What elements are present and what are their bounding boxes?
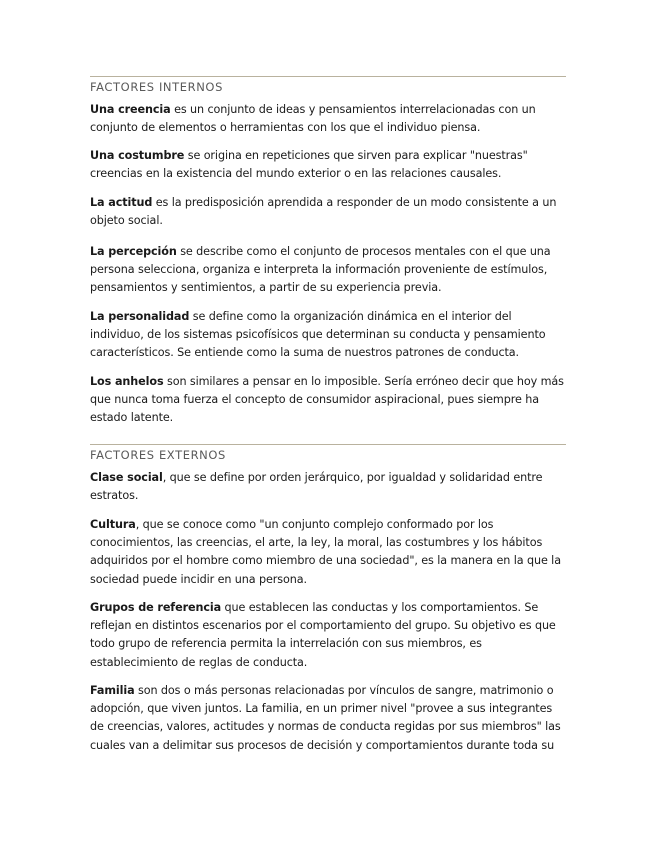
term: Una costumbre [90,149,185,162]
definition: se origina en repeticiones que sirven para explicar "nuestras" creencias en la existencia del mundo exterior o en las relaciones causales. [90,149,528,181]
definition: , que se define por orden jerárquico, por igualdad y solidaridad entre estratos. [90,471,543,503]
term: La personalidad [90,310,190,323]
definition: que establecen las conductas y los comportamientos. Se reflejan en distintos escenarios por el comportamiento del grupo. Su objetivo es que todo grupo de referencia permita la interrelación con sus miembros, es establecimiento de reglas de conducta. [90,601,556,669]
paragraph-clase-social [90,469,566,505]
paragraph-personalidad [90,308,566,363]
term: La actitud [90,196,153,209]
term: Grupos de referencia [90,601,222,614]
definition: es un conjunto de ideas y pensamientos interrelacionadas con un conjunto de elementos o herramientas con los que el individuo piensa. [90,103,536,135]
section-heading: FACTORES EXTERNOS [90,448,226,462]
paragraph-grupos-referencia [90,599,566,672]
definition: se define como la organización dinámica en el interior del individuo, de los sistemas psicofísicos que determinan su conducta y pensamiento característicos. Se entiende como la suma de nuestros patrones de conducta. [90,310,546,360]
paragraph-familia [90,682,566,755]
paragraph-anhelos [90,373,566,428]
paragraph-creencia [90,101,566,137]
term: La percepción [90,245,177,258]
internal-factors-section [90,76,566,95]
term: Familia [90,684,135,697]
paragraph-costumbre [90,147,566,183]
definition: es la predisposición aprendida a responder de un modo consistente a un objeto social. [90,196,557,228]
section-divider [90,76,566,77]
term: Los anhelos [90,375,164,388]
external-factors-section [90,444,566,463]
paragraph-actitud [90,194,566,230]
definition: se describe como el conjunto de procesos mentales con el que una persona selecciona, organiza e interpreta la información proveniente de estímulos, pensamientos y sentimientos, a partir de su experiencia previa. [90,245,551,295]
paragraph-cultura [90,516,566,589]
paragraph-percepcion [90,243,566,298]
term: Cultura [90,518,136,531]
section-divider [90,444,566,445]
section-heading: FACTORES INTERNOS [90,80,223,94]
term: Una creencia [90,103,171,116]
term: Clase social [90,471,163,484]
definition: son dos o más personas relacionadas por vínculos de sangre, matrimonio o adopción, que viven juntos. La familia, en un primer nivel "provee a sus integrantes de creencias, valores, actitudes y normas de conducta regidas por sus miembros" las cuales van a delimitar sus procesos de decisión y comportamientos durante toda su [90,684,561,752]
definition: son similares a pensar en lo imposible. Sería erróneo decir que hoy más que nunca toma fuerza el concepto de consumidor aspiracional, pues siempre ha estado latente. [90,375,564,425]
definition: , que se conoce como "un conjunto complejo conformado por los conocimientos, las creencias, el arte, la ley, la moral, las costumbres y los hábitos adquiridos por el hombre como miembro de una sociedad", es la manera en la que la sociedad puede incidir en una persona. [90,518,561,586]
